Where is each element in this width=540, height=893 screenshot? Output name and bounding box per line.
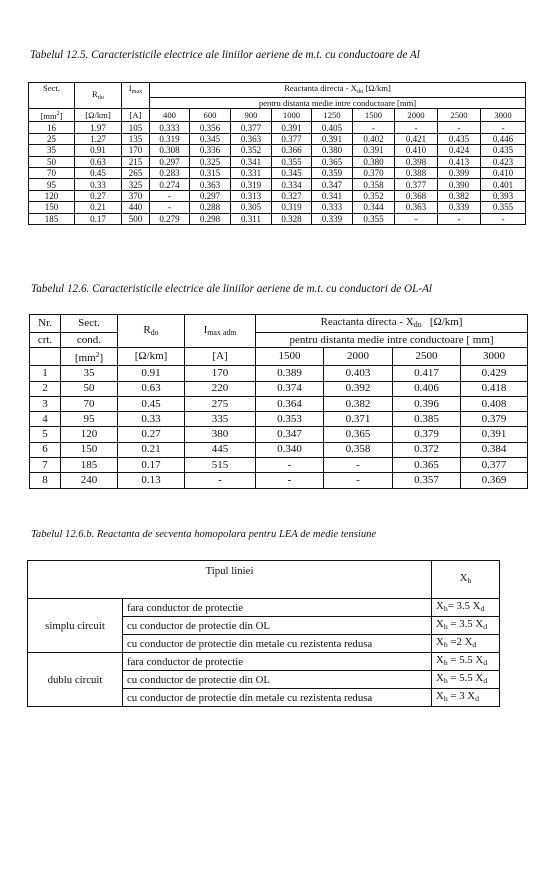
table-cell: 215 bbox=[122, 156, 150, 167]
table-cell: 0.308 bbox=[150, 145, 190, 156]
table-cell: 0.358 bbox=[353, 179, 395, 190]
table-cell: 0.341 bbox=[231, 156, 272, 167]
table-cell: 0.403 bbox=[324, 366, 393, 381]
table-cell: 370 bbox=[122, 190, 150, 201]
table-cell: 0.353 bbox=[256, 412, 324, 427]
table-cell: 0.339 bbox=[312, 213, 353, 224]
table-cell: 0.372 bbox=[393, 442, 461, 457]
table-cell: 5 bbox=[30, 427, 61, 442]
table-caption-12-5: Tabelul 12.5. Caracteristicile electrice ale liniilor aeriene de m.t. cu conductoare de Al bbox=[30, 49, 420, 61]
table-cell: 0.283 bbox=[150, 167, 190, 178]
header-distance: pentru distanta medie intre conductoare [mm] bbox=[150, 98, 526, 109]
value-rest-sub: d bbox=[475, 694, 479, 703]
value-rest: = 5.5 X bbox=[447, 672, 484, 684]
header-unit-sect: $[mm^2]$ bbox=[61, 348, 118, 366]
table-cell: 0.91 bbox=[118, 366, 185, 381]
table-cell: 0.380 bbox=[353, 156, 395, 167]
table-cell: 0.359 bbox=[312, 167, 353, 178]
value-x: X bbox=[436, 690, 444, 702]
header-sect: Sect. bbox=[61, 315, 118, 333]
header-unit-r: [Ω/km] bbox=[75, 109, 122, 122]
table-row bbox=[30, 381, 528, 396]
row-value bbox=[432, 635, 500, 653]
header-distance-value: 2500 bbox=[393, 348, 461, 366]
header-distance-value: 2000 bbox=[324, 348, 393, 366]
value-rest-sub: d bbox=[483, 658, 488, 667]
row-description: cu conductor de protectie din metale cu rezistenta redusa bbox=[123, 689, 432, 707]
table-cell: 0.274 bbox=[150, 179, 190, 190]
table-cell: - bbox=[353, 122, 395, 133]
table-cell: 325 bbox=[122, 179, 150, 190]
header-distance-value: 1500 bbox=[256, 348, 324, 366]
table-cell: 0.358 bbox=[324, 442, 393, 457]
table-cell: - bbox=[481, 122, 526, 133]
unit-end: ] bbox=[59, 111, 63, 122]
row-description: cu conductor de protectie din OL bbox=[123, 617, 432, 635]
table-cell: 35 bbox=[29, 145, 75, 156]
table-cell: 0.344 bbox=[353, 202, 395, 213]
table-cell: 0.379 bbox=[393, 427, 461, 442]
table-cell: 0.374 bbox=[256, 381, 324, 396]
table-cell: 50 bbox=[29, 156, 75, 167]
table-cell: 0.389 bbox=[256, 366, 324, 381]
row-description: cu conductor de protectie din metale cu rezistenta redusa bbox=[123, 635, 432, 653]
table-cell: 240 bbox=[61, 473, 118, 488]
value-sub: h bbox=[443, 640, 448, 649]
table-row bbox=[29, 167, 526, 178]
table-row bbox=[30, 366, 528, 381]
table-cell: 0.297 bbox=[190, 190, 231, 201]
table-cell: 275 bbox=[185, 396, 256, 411]
table-12-6 bbox=[29, 314, 528, 489]
header-distance-value: 400 bbox=[150, 109, 190, 122]
table-cell: 0.391 bbox=[312, 133, 353, 144]
header-empty bbox=[30, 348, 61, 366]
table-cell: 0.319 bbox=[231, 179, 272, 190]
table-cell: 0.365 bbox=[393, 458, 461, 473]
table-cell: 105 bbox=[122, 122, 150, 133]
header-rdo: $R_{do}$ bbox=[118, 315, 185, 348]
row-value bbox=[432, 689, 500, 707]
header-unit-i: [A] bbox=[122, 109, 150, 122]
header-distance-value: 3000 bbox=[461, 348, 528, 366]
value-rest: =2 X bbox=[447, 636, 473, 648]
value-rest-sub: d bbox=[483, 676, 488, 685]
value-rest: = 3.5 X bbox=[447, 600, 481, 612]
table-cell: 0.363 bbox=[190, 179, 231, 190]
table-cell: 25 bbox=[29, 133, 75, 144]
table-cell: 0.345 bbox=[272, 167, 312, 178]
header-unit-sect bbox=[29, 109, 75, 122]
table-cell: 0.313 bbox=[231, 190, 272, 201]
value-sub: h bbox=[443, 694, 448, 703]
table-cell: 150 bbox=[61, 442, 118, 457]
table-cell: 0.393 bbox=[481, 190, 526, 201]
value-x: X bbox=[436, 654, 444, 666]
table-cell: - bbox=[438, 213, 481, 224]
table-cell: 0.45 bbox=[118, 396, 185, 411]
table-cell: 0.333 bbox=[150, 122, 190, 133]
table-cell: 0.446 bbox=[481, 133, 526, 144]
table-cell: 0.334 bbox=[272, 179, 312, 190]
table-cell: 0.390 bbox=[438, 179, 481, 190]
table-cell: 0.371 bbox=[324, 412, 393, 427]
table-row bbox=[30, 412, 528, 427]
table-caption-12-6: Tabelul 12.6. Caracteristicile electrice ale liniilor aeriene de m.t. cu conductori de OL-Al bbox=[31, 283, 433, 295]
table-row bbox=[30, 473, 528, 488]
header-reactance: Reactanta directa - $X_{do}$ [Ω/km] bbox=[150, 83, 526, 98]
table-cell: 380 bbox=[185, 427, 256, 442]
value-sub: h bbox=[443, 604, 448, 613]
table-cell: 0.377 bbox=[272, 133, 312, 144]
value-rest-sub: d bbox=[472, 640, 477, 649]
table-row bbox=[29, 213, 526, 224]
table-cell: 0.336 bbox=[190, 145, 231, 156]
table-cell: 0.377 bbox=[461, 458, 528, 473]
table-cell: 0.27 bbox=[118, 427, 185, 442]
table-cell: 0.423 bbox=[481, 156, 526, 167]
header-rdo: $R_{do}$ bbox=[75, 83, 122, 109]
table-cell: 0.339 bbox=[438, 202, 481, 213]
header-distance-value: 2000 bbox=[395, 109, 438, 122]
group-label: simplu circuit bbox=[28, 599, 123, 653]
group-label: dublu circuit bbox=[28, 653, 123, 707]
table-cell: 515 bbox=[185, 458, 256, 473]
table-row bbox=[29, 122, 526, 133]
table-cell: 0.340 bbox=[256, 442, 324, 457]
table-cell: 0.417 bbox=[393, 366, 461, 381]
table-cell: 0.331 bbox=[231, 167, 272, 178]
header-imax: $I_{max adm}$ bbox=[185, 315, 256, 348]
value-sub: h bbox=[443, 676, 448, 685]
header-unit-i: [A] bbox=[185, 348, 256, 366]
table-cell: 95 bbox=[29, 179, 75, 190]
table-cell: 0.418 bbox=[461, 381, 528, 396]
value-rest: = 3.5 X bbox=[447, 618, 484, 630]
table-cell: 70 bbox=[61, 396, 118, 411]
table-cell: 0.33 bbox=[118, 412, 185, 427]
header-distance-value: 600 bbox=[190, 109, 231, 122]
table-cell: 0.401 bbox=[481, 179, 526, 190]
table-row bbox=[29, 133, 526, 144]
table-cell: 0.319 bbox=[272, 202, 312, 213]
value-x: X bbox=[436, 672, 444, 684]
table-row bbox=[29, 179, 526, 190]
table-12-5 bbox=[28, 82, 526, 225]
header-distance-value: 1500 bbox=[353, 109, 395, 122]
header-distance-value: 1250 bbox=[312, 109, 353, 122]
header-distance-value: 900 bbox=[231, 109, 272, 122]
table-cell: 0.355 bbox=[353, 213, 395, 224]
table-cell: 0.325 bbox=[190, 156, 231, 167]
table-cell: 170 bbox=[185, 366, 256, 381]
table-cell: 0.377 bbox=[395, 179, 438, 190]
table-cell: 0.363 bbox=[395, 202, 438, 213]
header-unit-r: [Ω/km] bbox=[118, 348, 185, 366]
header-type: Tipul liniei bbox=[28, 561, 432, 599]
table-cell: 6 bbox=[30, 442, 61, 457]
value-x: X bbox=[436, 636, 444, 648]
table-cell: 0.13 bbox=[118, 473, 185, 488]
table-cell: 0.305 bbox=[231, 202, 272, 213]
table-cell: 0.384 bbox=[461, 442, 528, 457]
table-cell: 500 bbox=[122, 213, 150, 224]
table-row bbox=[28, 653, 500, 671]
table-cell: 0.405 bbox=[312, 122, 353, 133]
table-cell: 0.402 bbox=[353, 133, 395, 144]
table-cell: 0.364 bbox=[256, 396, 324, 411]
row-description: cu conductor de protectie din OL bbox=[123, 671, 432, 689]
table-cell: 0.355 bbox=[272, 156, 312, 167]
header-distance-value: 2500 bbox=[438, 109, 481, 122]
table-cell: 265 bbox=[122, 167, 150, 178]
table-cell: 0.63 bbox=[118, 381, 185, 396]
table-cell: 0.363 bbox=[231, 133, 272, 144]
table-cell: 7 bbox=[30, 458, 61, 473]
table-cell: 0.368 bbox=[395, 190, 438, 201]
table-cell: 70 bbox=[29, 167, 75, 178]
table-cell: - bbox=[395, 213, 438, 224]
table-cell: 120 bbox=[29, 190, 75, 201]
table-cell: 0.288 bbox=[190, 202, 231, 213]
table-row bbox=[30, 458, 528, 473]
table-row bbox=[29, 202, 526, 213]
header-sect: Sect. bbox=[29, 83, 75, 109]
table-cell: 0.385 bbox=[393, 412, 461, 427]
table-row bbox=[29, 190, 526, 201]
value-rest: = 5.5 X bbox=[447, 654, 484, 666]
table-cell: 0.17 bbox=[118, 458, 185, 473]
table-cell: 0.413 bbox=[438, 156, 481, 167]
table-cell: 0.406 bbox=[393, 381, 461, 396]
table-cell: 0.91 bbox=[75, 145, 122, 156]
table-cell: 0.399 bbox=[438, 167, 481, 178]
header-crt: crt. bbox=[30, 333, 61, 348]
table-cell: 0.311 bbox=[231, 213, 272, 224]
table-cell: 0.429 bbox=[461, 366, 528, 381]
table-cell: 0.365 bbox=[312, 156, 353, 167]
table-cell: 4 bbox=[30, 412, 61, 427]
table-cell: 185 bbox=[61, 458, 118, 473]
table-cell: 440 bbox=[122, 202, 150, 213]
table-cell: 0.391 bbox=[461, 427, 528, 442]
row-value bbox=[432, 653, 500, 671]
table-cell: 0.347 bbox=[256, 427, 324, 442]
table-cell: 0.333 bbox=[312, 202, 353, 213]
table-cell: 0.357 bbox=[393, 473, 461, 488]
table-caption-12-6b: Tabelul 12.6.b. Reactanta de secventa homopolara pentru LEA de medie tensiune bbox=[31, 529, 377, 540]
table-cell: 1.97 bbox=[75, 122, 122, 133]
table-12-6b bbox=[27, 560, 500, 707]
table-row bbox=[30, 427, 528, 442]
table-row bbox=[29, 145, 526, 156]
table-cell: 0.392 bbox=[324, 381, 393, 396]
table-cell: - bbox=[150, 202, 190, 213]
table-cell: 0.319 bbox=[150, 133, 190, 144]
table-cell: 0.421 bbox=[395, 133, 438, 144]
table-cell: 0.355 bbox=[481, 202, 526, 213]
value-x: X bbox=[436, 618, 444, 630]
table-cell: 0.279 bbox=[150, 213, 190, 224]
table-row bbox=[29, 156, 526, 167]
table-cell: 0.17 bbox=[75, 213, 122, 224]
table-cell: 0.398 bbox=[395, 156, 438, 167]
table-cell: 0.379 bbox=[461, 412, 528, 427]
table-cell: 0.345 bbox=[190, 133, 231, 144]
table-cell: 0.369 bbox=[461, 473, 528, 488]
header-distance: pentru distanta medie intre conductoare [ mm] bbox=[256, 333, 528, 348]
table-cell: 0.63 bbox=[75, 156, 122, 167]
table-cell: 120 bbox=[61, 427, 118, 442]
table-cell: 0.396 bbox=[393, 396, 461, 411]
table-row bbox=[30, 396, 528, 411]
table-cell: - bbox=[438, 122, 481, 133]
table-cell: - bbox=[395, 122, 438, 133]
table-cell: 0.382 bbox=[438, 190, 481, 201]
value-sub: h bbox=[443, 622, 448, 631]
table-cell: 0.391 bbox=[272, 122, 312, 133]
value-rest-sub: d bbox=[483, 622, 488, 631]
unit-sup: 2 bbox=[56, 111, 60, 118]
table-cell: 0.370 bbox=[353, 167, 395, 178]
row-value bbox=[432, 617, 500, 635]
table-cell: 0.366 bbox=[272, 145, 312, 156]
table-cell: 0.365 bbox=[324, 427, 393, 442]
header-nr: Nr. bbox=[30, 315, 61, 333]
table-cell: 0.341 bbox=[312, 190, 353, 201]
header-cond: cond. bbox=[61, 333, 118, 348]
table-cell: 0.328 bbox=[272, 213, 312, 224]
table-cell: 1.27 bbox=[75, 133, 122, 144]
header-distance-value: 3000 bbox=[481, 109, 526, 122]
table-row bbox=[28, 599, 500, 617]
table-cell: - bbox=[185, 473, 256, 488]
table-cell: 0.380 bbox=[312, 145, 353, 156]
row-value bbox=[432, 599, 500, 617]
value-rest: = 3 X bbox=[447, 690, 476, 702]
table-cell: 0.424 bbox=[438, 145, 481, 156]
table-cell: 0.382 bbox=[324, 396, 393, 411]
unit-text: [mm bbox=[40, 111, 57, 122]
table-cell: 0.408 bbox=[461, 396, 528, 411]
header-reactance: Reactanta directa - $X_{do}$ [Ω/km] bbox=[256, 315, 528, 333]
table-cell: 0.435 bbox=[438, 133, 481, 144]
table-cell: 95 bbox=[61, 412, 118, 427]
header-xh: $X_h$ bbox=[432, 561, 500, 599]
table-cell: 0.298 bbox=[190, 213, 231, 224]
table-cell: 150 bbox=[29, 202, 75, 213]
table-cell: 0.356 bbox=[190, 122, 231, 133]
value-sub: h bbox=[443, 658, 448, 667]
table-cell: 0.377 bbox=[231, 122, 272, 133]
row-description: fara conductor de protectie bbox=[123, 653, 432, 671]
table-cell: - bbox=[324, 473, 393, 488]
table-cell: 0.388 bbox=[395, 167, 438, 178]
table-cell: 0.297 bbox=[150, 156, 190, 167]
table-cell: 0.410 bbox=[395, 145, 438, 156]
table-cell: - bbox=[481, 213, 526, 224]
table-cell: - bbox=[256, 458, 324, 473]
table-cell: 0.435 bbox=[481, 145, 526, 156]
table-cell: 170 bbox=[122, 145, 150, 156]
table-cell: 16 bbox=[29, 122, 75, 133]
table-cell: 335 bbox=[185, 412, 256, 427]
table-cell: 185 bbox=[29, 213, 75, 224]
header-imax: $I_{max}$ bbox=[122, 83, 150, 109]
table-cell: 0.27 bbox=[75, 190, 122, 201]
table-cell: 0.45 bbox=[75, 167, 122, 178]
table-cell: 3 bbox=[30, 396, 61, 411]
table-cell: 0.315 bbox=[190, 167, 231, 178]
table-cell: 35 bbox=[61, 366, 118, 381]
table-cell: 0.352 bbox=[353, 190, 395, 201]
table-cell: 50 bbox=[61, 381, 118, 396]
value-rest-sub: d bbox=[480, 604, 485, 613]
table-cell: 0.410 bbox=[481, 167, 526, 178]
table-row bbox=[30, 442, 528, 457]
table-cell: 1 bbox=[30, 366, 61, 381]
row-description: fara conductor de protectie bbox=[123, 599, 432, 617]
table-cell: 0.391 bbox=[353, 145, 395, 156]
table-cell: 220 bbox=[185, 381, 256, 396]
value-x: X bbox=[436, 600, 444, 612]
table-cell: 0.33 bbox=[75, 179, 122, 190]
table-cell: - bbox=[150, 190, 190, 201]
table-cell: 0.347 bbox=[312, 179, 353, 190]
table-cell: 0.21 bbox=[75, 202, 122, 213]
table-cell: 445 bbox=[185, 442, 256, 457]
table-cell: - bbox=[324, 458, 393, 473]
table-cell: 0.352 bbox=[231, 145, 272, 156]
table-cell: 2 bbox=[30, 381, 61, 396]
table-cell: 135 bbox=[122, 133, 150, 144]
table-cell: 0.21 bbox=[118, 442, 185, 457]
table-cell: - bbox=[256, 473, 324, 488]
row-value bbox=[432, 671, 500, 689]
header-distance-value: 1000 bbox=[272, 109, 312, 122]
table-cell: 0.327 bbox=[272, 190, 312, 201]
table-cell: 8 bbox=[30, 473, 61, 488]
